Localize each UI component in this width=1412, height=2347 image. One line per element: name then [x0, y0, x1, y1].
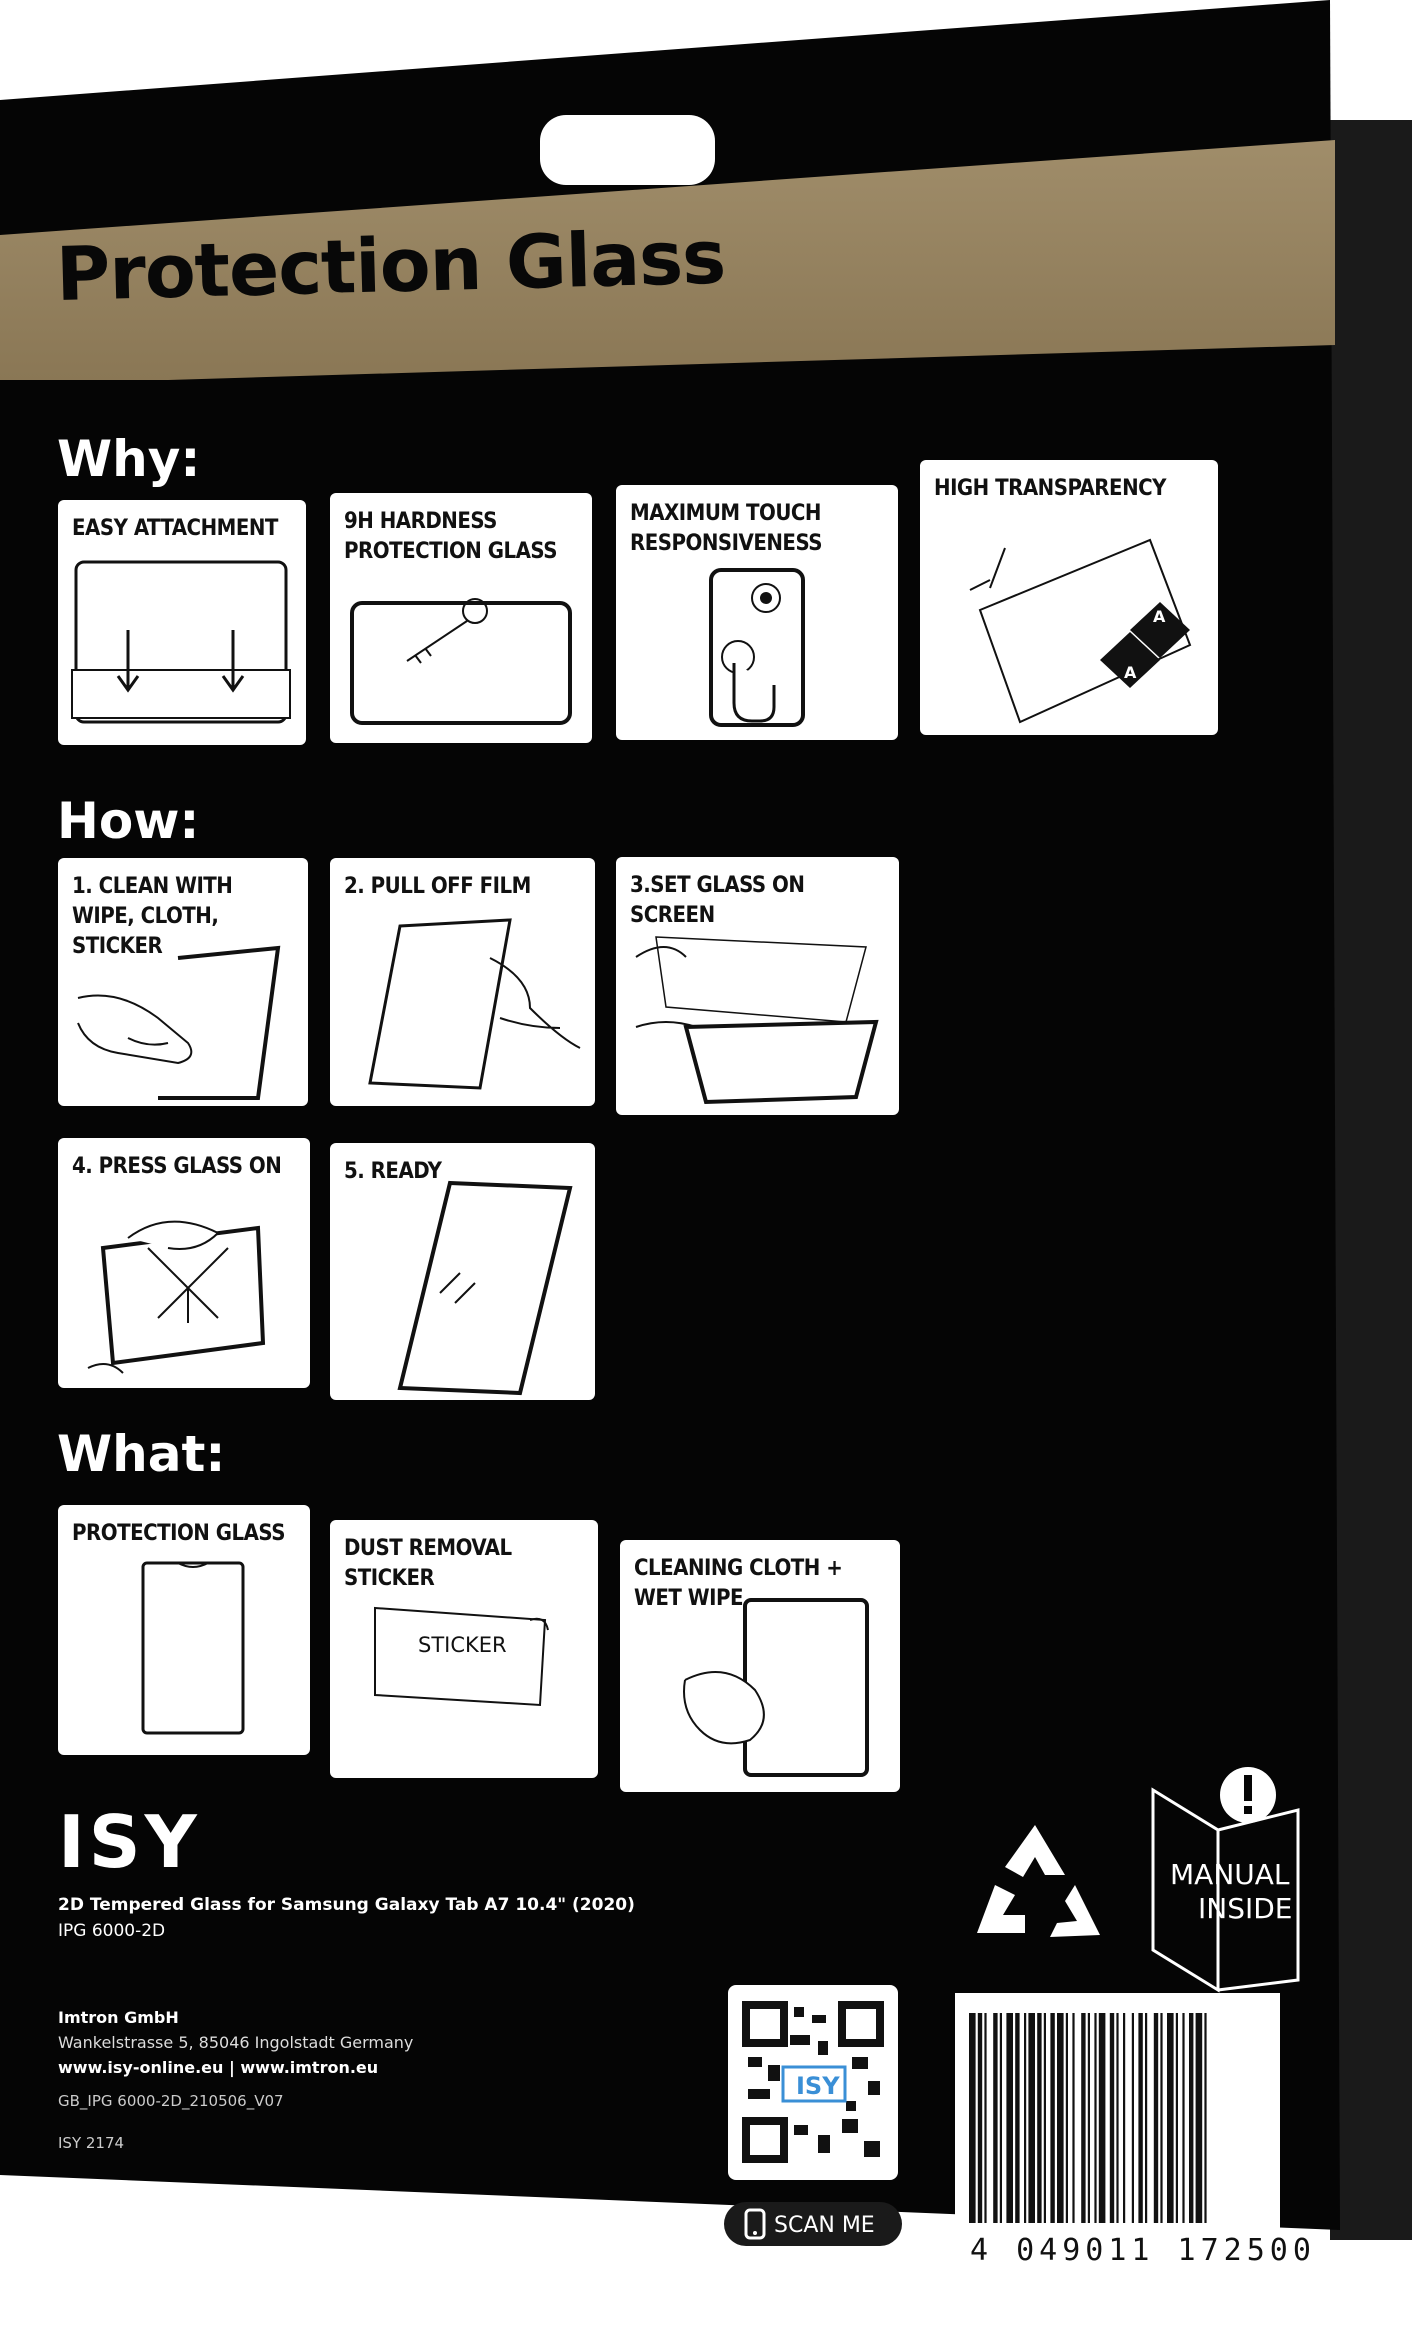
ready-icon	[330, 1143, 595, 1400]
card-label: 1. CLEAN WITH WIPE, CLOTH, STICKER	[72, 874, 233, 959]
product-name: 2D Tempered Glass for Samsung Galaxy Tab A7 10.4" (2020)	[58, 1895, 635, 1915]
barcode-bar	[1154, 2013, 1158, 2223]
what-card-sticker	[330, 1520, 598, 1778]
barcode-bar	[1015, 2013, 1019, 2223]
barcode-bar	[1028, 2013, 1035, 2223]
barcode-bar	[1196, 2013, 1203, 2223]
what-card-cloth	[620, 1540, 900, 1792]
company-name: Imtron GmbH	[58, 2008, 179, 2027]
barcode-bar	[1037, 2013, 1041, 2223]
barcode	[955, 1993, 1316, 2283]
barcode-bar	[1050, 2013, 1054, 2223]
document-id: GB_IPG 6000-2D_210506_V07	[58, 2092, 284, 2110]
barcode-bar	[1072, 2013, 1074, 2223]
barcode-bar	[969, 2013, 976, 2223]
card-label: 3.SET GLASS ON SCREEN	[630, 873, 805, 928]
card-label: PROTECTION GLASS	[72, 1521, 285, 1546]
barcode-bar	[1057, 2013, 1064, 2223]
barcode-bar	[1024, 2013, 1026, 2223]
barcode-bar	[1110, 2013, 1114, 2223]
barcode-bar	[984, 2013, 986, 2223]
section-what: What:	[57, 1425, 226, 1483]
hang-hole	[540, 115, 715, 185]
barcode-bar	[993, 2013, 997, 2223]
website-links[interactable]: www.isy-online.eu | www.imtron.eu	[58, 2058, 379, 2077]
why-card-easy-attachment	[58, 500, 306, 745]
barcode-bar	[1088, 2013, 1090, 2223]
barcode-bar	[1006, 2013, 1013, 2223]
barcode-bar	[1182, 2013, 1184, 2223]
card-label: CLEANING CLOTH + WET WIPE	[634, 1556, 843, 1611]
barcode-digits: 4 049011 172500	[970, 2233, 1316, 2268]
barcode-bar	[1167, 2013, 1174, 2223]
set-glass-icon	[616, 857, 899, 1115]
isy-number: ISY 2174	[58, 2134, 125, 2152]
qr-pattern	[728, 1985, 898, 2180]
cloth-icon	[620, 1540, 900, 1792]
card-label: MAXIMUM TOUCH RESPONSIVENESS	[630, 501, 822, 556]
why-card-touch	[616, 485, 898, 740]
card-label: 9H HARDNESS PROTECTION GLASS	[344, 509, 557, 564]
what-card-glass	[58, 1505, 310, 1755]
barcode-bar	[1176, 2013, 1178, 2223]
how-card-press	[58, 1138, 310, 1388]
barcode-bar	[1132, 2013, 1134, 2223]
brand-logo: ISY	[58, 1800, 201, 1884]
recycle-icon	[965, 1815, 1105, 1965]
barcode-bar	[1000, 2013, 1002, 2223]
pull-film-icon	[330, 858, 595, 1106]
page-title: Protection Glass	[55, 214, 727, 318]
how-card-ready	[330, 1143, 595, 1400]
package-side	[1330, 120, 1412, 2240]
press-icon	[58, 1138, 310, 1388]
key-scratch-icon	[330, 493, 592, 743]
barcode-bar	[1204, 2013, 1206, 2223]
mark-a-top: A	[1153, 607, 1166, 626]
barcode-bar	[1123, 2013, 1125, 2223]
card-label: DUST REMOVAL STICKER	[344, 1536, 512, 1591]
how-card-pull-film	[330, 858, 595, 1106]
scan-me-button[interactable]	[724, 2202, 902, 2246]
why-card-transparency	[920, 460, 1218, 735]
barcode-bar	[1138, 2013, 1142, 2223]
transparency-icon	[920, 460, 1218, 735]
barcode-bar	[1160, 2013, 1162, 2223]
barcode-bar	[1094, 2013, 1096, 2223]
mark-a-bottom: A	[1124, 663, 1137, 682]
qr-logo: ISY	[796, 2072, 840, 2100]
phone-icon	[736, 2202, 776, 2246]
product-code: IPG 6000-2D	[58, 1921, 166, 1941]
sticker-icon	[330, 1520, 598, 1778]
manual-inside-badge	[1148, 1760, 1303, 1995]
why-card-hardness	[330, 493, 592, 743]
barcode-bar	[1189, 2013, 1193, 2223]
card-label: 4. PRESS GLASS ON	[72, 1154, 282, 1179]
wipe-icon	[58, 858, 308, 1106]
how-card-set-glass	[616, 857, 899, 1115]
card-label: HIGH TRANSPARENCY	[934, 476, 1166, 501]
section-how: How:	[57, 792, 200, 850]
barcode-bar	[1145, 2013, 1147, 2223]
scan-me-label: SCAN ME	[774, 2213, 875, 2238]
card-label: EASY ATTACHMENT	[72, 516, 278, 541]
section-why: Why:	[57, 430, 201, 488]
manual-label-line1: MANUAL	[1170, 1858, 1290, 1891]
barcode-bar	[1116, 2013, 1118, 2223]
barcode-bar	[1099, 2013, 1106, 2223]
barcode-bars	[955, 1993, 1280, 2233]
card-label: 5. READY	[344, 1159, 442, 1184]
barcode-bar	[1066, 2013, 1068, 2223]
company-address: Wankelstrasse 5, 85046 Ingolstadt Germany	[58, 2033, 414, 2052]
barcode-bar	[1044, 2013, 1046, 2223]
qr-code[interactable]	[728, 1985, 898, 2180]
sticker-text: STICKER	[418, 1633, 507, 1657]
attach-icon	[58, 500, 306, 745]
how-card-clean	[58, 858, 308, 1106]
touch-icon	[616, 485, 898, 740]
barcode-bar	[978, 2013, 982, 2223]
card-label: 2. PULL OFF FILM	[344, 874, 531, 899]
barcode-bar	[1081, 2013, 1085, 2223]
manual-label-line2: INSIDE	[1198, 1892, 1293, 1925]
glass-icon	[58, 1505, 310, 1755]
